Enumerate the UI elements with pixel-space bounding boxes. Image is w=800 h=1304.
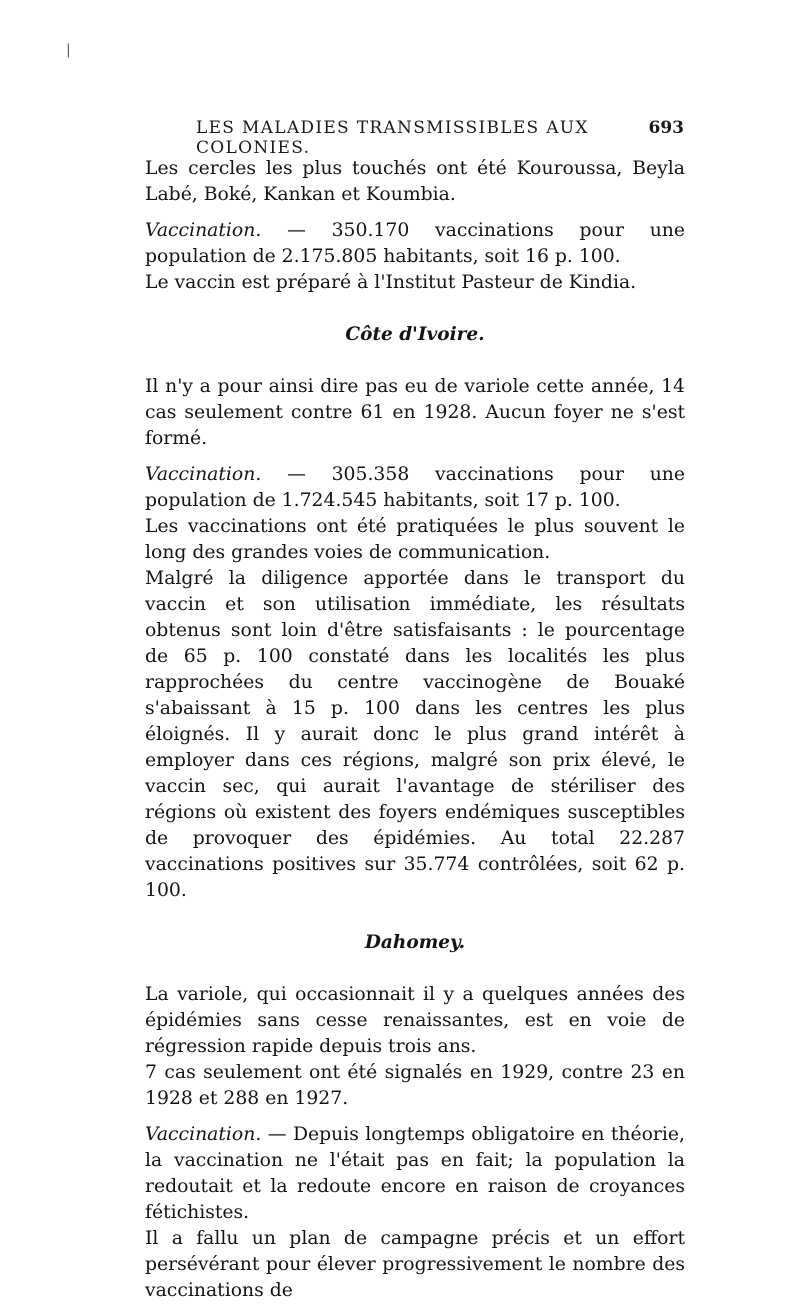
paragraph-guinee-vaccination [145,218,685,270]
rubric-vaccination: Vaccination. [145,464,262,485]
page-number: 693 [648,118,684,138]
paragraph-dahomey-vaccination [145,1122,685,1226]
vaccination-text: — 350.170 vaccinations pour une population de 2.175.805 habitants, soit 16 p. 100. [145,220,685,267]
paragraph-ivoire-voies: Les vaccinations ont été pratiquées le plus souvent le long des grandes voies de communication. [145,516,685,563]
paragraph-guinee-institut: Le vaccin est préparé à l'Institut Pasteur de Kindia. [145,272,637,293]
running-header [196,118,684,158]
paragraph-dahomey-cas: 7 cas seulement ont été signalés en 1929, contre 23 en 1928 et 288 en 1927. [145,1062,685,1109]
paragraph-dahomey-variole: La variole, qui occasionnait il y a quelques années des épidémies sans cesse renaissantes, est en voie de régression rapide depuis trois ans. [145,984,685,1057]
rubric-vaccination: Vaccination. [145,1124,262,1145]
paragraph-ivoire-diligence: Malgré la diligence apportée dans le transport du vaccin et son utilisation immédiate, les résultats obtenus sont loin d'être satisfaisants : le pourcentage de 65 p. 100 constaté dans les localités les plus rapprochées du centre vaccinogène de Bouaké s'abaissant à 15 p. 100 dans les centres les plus éloignés. Il y aurait donc le plus grand intérêt à employer dans ces régions, malgré son prix élevé, le vaccin sec, qui aurait l'avantage de stériliser des régions où existent des foyers endémiques susceptibles de provoquer des épidémies. Au total 22.287 vaccinations positives sur 35.774 contrôlées, soit 62 p. 100. [145,568,685,901]
section-heading-dahomey: Dahomey. [364,932,466,953]
body-text [145,156,685,1304]
paragraph-dahomey-plan: Il a fallu un plan de campagne précis et un effort persévérant pour élever progressivement le nombre des vaccinations de [145,1228,685,1301]
scan-speck: | [66,42,71,58]
vaccination-text: — Depuis longtemps obligatoire en théorie, la vaccination ne l'était pas en fait; la population la redoutait et la redoute encore en raison de croyances fétichistes. [145,1124,685,1223]
running-title: LES MALADIES TRANSMISSIBLES AUX COLONIES. [196,118,589,158]
paragraph-ivoire-variole: Il n'y a pour ainsi dire pas eu de variole cette année, 14 cas seulement contre 61 en 1928. Aucun foyer ne s'est formé. [145,376,685,449]
section-heading-cote-ivoire: Côte d'Ivoire. [345,324,485,345]
paragraph-guinee-cercles: Les cercles les plus touchés ont été Kouroussa, Beyla Labé, Boké, Kankan et Koumbia. [145,158,685,205]
paragraph-ivoire-vaccination [145,462,685,514]
vaccination-text: — 305.358 vaccinations pour une population de 1.724.545 habitants, soit 17 p. 100. [145,464,685,511]
rubric-vaccination: Vaccination. [145,220,262,241]
